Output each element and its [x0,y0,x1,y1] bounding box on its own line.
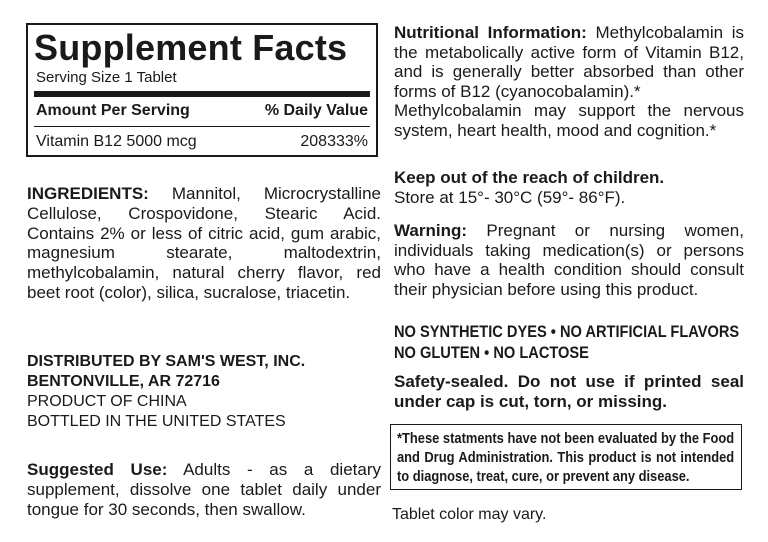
tablet-color-note: Tablet color may vary. [392,506,547,523]
thick-divider [34,91,370,97]
thin-divider [34,126,370,127]
supplement-facts-panel [26,23,378,157]
facts-title: Supplement Facts [34,27,348,68]
daily-value-header: % Daily Value [264,102,368,119]
ingredients-text: Mannitol, Microcrystalline Cellulose, Crospovidone, Stearic Acid. Contains 2% or less of citric acid, gum arabic, magnesium stearate, maltodextrin, methylcobalamin, natural cherry flavor, red beet root (color), silica, sucralose, triacetin. [27,184,381,302]
distributor-address: BENTONVILLE, AR 72716 [27,373,220,390]
claims-line-1: NO SYNTHETIC DYES • NO ARTIFICIAL FLAVORS [394,322,740,341]
suggested-use-text: Adults - as a dietary supplement, dissolve one tablet daily under tongue for 30 seconds, then swallow. [27,460,381,519]
ingredients-label: INGREDIENTS: [27,184,149,203]
warning-block [394,221,744,299]
ingredients-block [27,184,381,303]
amount-per-serving-header: Amount Per Serving [36,102,190,119]
keep-out-of-reach: Keep out of the reach of children. [394,168,665,187]
safety-seal-notice: Safety-sealed. Do not use if printed seal under cap is cut, torn, or missing. [394,372,744,411]
serving-size: Serving Size 1 Tablet [36,69,177,86]
fda-disclaimer-text: *These statments have not been evaluated by the Food and Drug Administration. This product is not intended to diagnose, treat, cure, or prevent any disease. [397,430,735,485]
storage-temperature: Store at 15°- 30°C (59°- 86°F). [394,187,626,207]
country-of-origin: PRODUCT OF CHINA [27,393,187,410]
distributor-block [27,352,381,432]
claims-line-2: NO GLUTEN • NO LACTOSE [394,343,589,362]
distributor-line: DISTRIBUTED BY SAM'S WEST, INC. [27,353,306,370]
fda-disclaimer-box [390,424,742,490]
warning-text: Pregnant or nursing women, individuals taking medication(s) or persons who have a health condition should consult their physician before using this product. [394,221,744,299]
nutritional-info-text: Methylcobalamin is the metabolically active form of Vitamin B12, and is generally better absorbed than other forms of B12 (cyanocobalamin).* [394,23,745,101]
suggested-use-block [27,460,381,519]
nutrient-row-label: Vitamin B12 5000 mcg [36,133,197,150]
nutrient-row-dv: 208333% [300,133,368,150]
claims-block [394,321,744,363]
suggested-use-label: Suggested Use: [27,460,168,479]
warning-label: Warning: [394,221,468,240]
nutritional-info-text-2: Methylcobalamin may support the nervous system, heart health, mood and cognition.* [394,101,744,140]
nutritional-info-label: Nutritional Information: [394,23,587,42]
bottled-in: BOTTLED IN THE UNITED STATES [27,413,286,430]
nutritional-info-block [394,23,744,141]
storage-block [394,168,744,207]
